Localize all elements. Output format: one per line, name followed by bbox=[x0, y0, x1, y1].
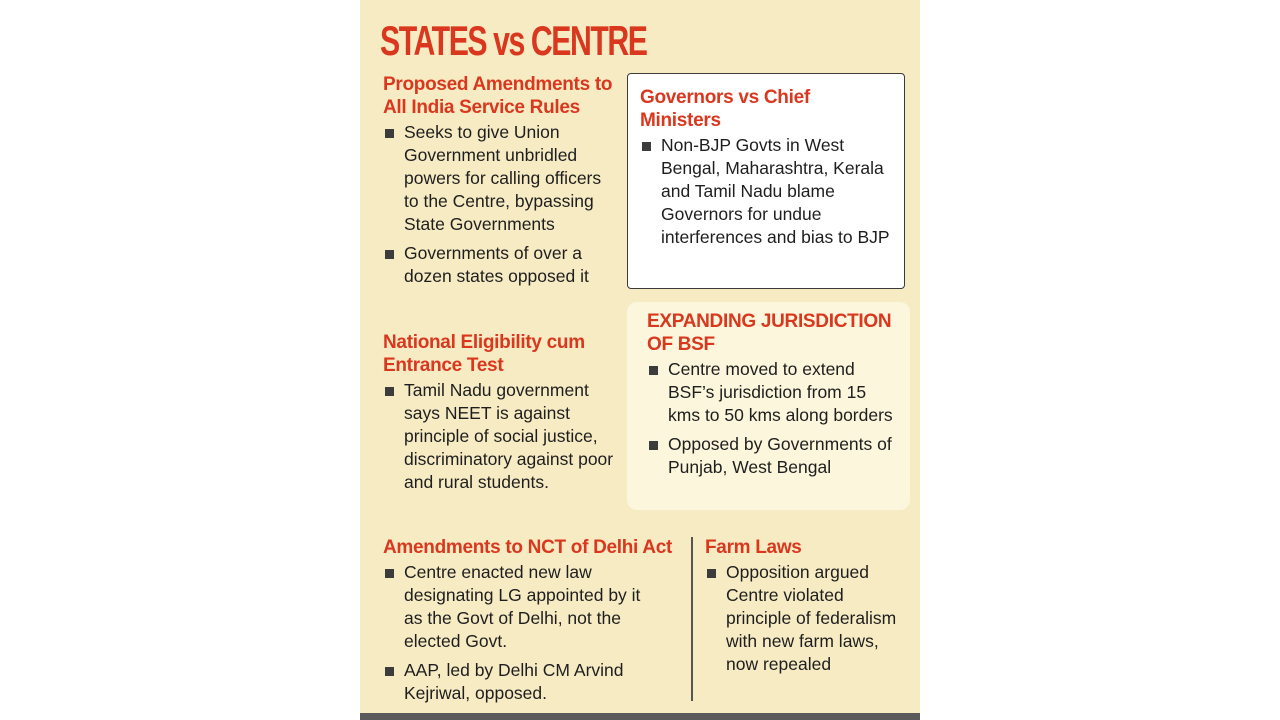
bullet-square-icon bbox=[649, 441, 658, 450]
bullet-item bbox=[383, 242, 618, 288]
bullet-item bbox=[383, 379, 618, 494]
bullet-item bbox=[640, 134, 892, 249]
bullet-text: Governments of over a dozen states opposed it bbox=[404, 243, 589, 286]
bullet-text: Centre enacted new law designating LG appointed by it as the Govt of Delhi, not the elected Govt. bbox=[404, 562, 641, 651]
section-neet bbox=[383, 331, 618, 500]
bullet-text: AAP, led by Delhi CM Arvind Kejriwal, opposed. bbox=[404, 660, 624, 703]
bullet-square-icon bbox=[385, 387, 394, 396]
section-heading: Amendments to NCT of Delhi Act bbox=[383, 537, 673, 558]
infographic-panel bbox=[360, 0, 920, 720]
section-bsf-box bbox=[627, 302, 910, 510]
bottom-bar bbox=[360, 713, 920, 720]
bullet-item bbox=[383, 561, 653, 653]
section-heading: National Eligibility cum Entrance Test bbox=[383, 332, 585, 376]
bullet-text: Seeks to give Union Government unbridled powers for calling officers to the Centre, bypassing State Governments bbox=[404, 122, 602, 234]
section-delhi bbox=[383, 536, 683, 711]
bullet-text: Non-BJP Govts in West Bengal, Maharashtra, Kerala and Tamil Nadu blame Governors for undue interferences and bias to BJP bbox=[661, 135, 890, 247]
bullet-square-icon bbox=[642, 142, 651, 151]
bullet-text: Centre moved to extend BSF’s jurisdiction from 15 kms to 50 kms along borders bbox=[668, 359, 893, 425]
section-heading: Farm Laws bbox=[705, 537, 802, 558]
bullet-list bbox=[383, 379, 618, 494]
bullet-list bbox=[640, 134, 892, 249]
bullet-list bbox=[705, 561, 900, 676]
section-heading: EXPANDING JURISDICTION OF BSF bbox=[647, 311, 892, 355]
bullet-square-icon bbox=[385, 569, 394, 578]
bullet-square-icon bbox=[649, 366, 658, 375]
bullet-item bbox=[647, 433, 894, 479]
section-governors-box bbox=[627, 73, 905, 289]
bullet-square-icon bbox=[385, 129, 394, 138]
bullet-text: Opposition argued Centre violated principle of federalism with new farm laws, now repealed bbox=[726, 562, 897, 674]
bullet-text: Tamil Nadu government says NEET is against principle of social justice, discriminatory against poor and rural students. bbox=[404, 380, 614, 492]
bullet-square-icon bbox=[707, 569, 716, 578]
bullet-list bbox=[383, 561, 653, 705]
bullet-item bbox=[383, 659, 653, 705]
bullet-list bbox=[647, 358, 894, 479]
section-heading: Proposed Amendments to All India Service Rules bbox=[383, 74, 613, 118]
bullet-square-icon bbox=[385, 667, 394, 676]
bullet-item bbox=[647, 358, 894, 427]
column-divider bbox=[691, 537, 693, 701]
infographic-title: STATES vs CENTRE bbox=[380, 17, 647, 64]
bullet-item bbox=[383, 121, 618, 236]
bullet-list bbox=[383, 121, 618, 288]
bullet-square-icon bbox=[385, 250, 394, 259]
section-heading: Governors vs Chief Ministers bbox=[640, 87, 810, 131]
bullet-text: Opposed by Governments of Punjab, West Bengal bbox=[668, 434, 892, 477]
bullet-item bbox=[705, 561, 900, 676]
section-ais-rules bbox=[383, 73, 618, 294]
section-farm-laws bbox=[705, 536, 900, 682]
